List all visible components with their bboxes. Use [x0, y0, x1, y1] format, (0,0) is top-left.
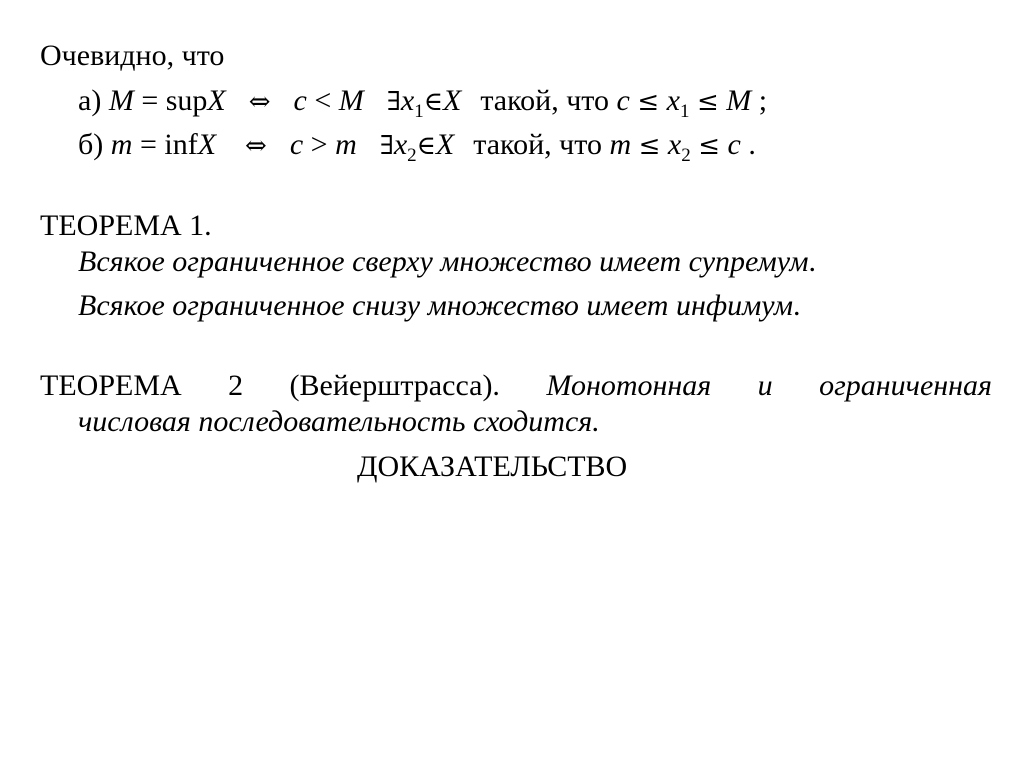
theorem2-word: и	[757, 369, 773, 402]
item-b-c2: m	[609, 128, 632, 161]
theorem2-heading-line	[40, 368, 992, 404]
item-a-c: c	[293, 84, 307, 117]
item-b-such: такой, что	[473, 128, 602, 161]
item-a-rel: <	[314, 84, 332, 117]
item-a-set: X	[207, 84, 226, 117]
proof-heading: ДОКАЗАТЕЛЬСТВО	[357, 450, 628, 483]
item-b-idx2: 2	[681, 145, 691, 166]
iff-icon: ⇔	[245, 131, 267, 161]
item-a-line	[78, 83, 767, 120]
item-b-op: inf	[164, 128, 198, 161]
item-b-line	[78, 127, 756, 164]
item-b-set2: X	[435, 128, 455, 161]
exists-icon: ∃	[379, 131, 394, 161]
item-a-x: x	[400, 84, 415, 117]
item-b-idx: 2	[407, 145, 417, 166]
theorem2-word: ТЕОРЕМА	[40, 369, 182, 402]
intro-text: Очевидно, что	[40, 39, 225, 72]
item-a-idx: 1	[414, 101, 424, 122]
item-b-x: x	[393, 128, 408, 161]
theorem2-number: 2	[228, 369, 244, 402]
theorem1-heading: ТЕОРЕМА 1.	[40, 209, 212, 242]
item-a-op: sup	[165, 84, 208, 117]
theorem1-line1	[78, 244, 816, 280]
item-a-set2: X	[442, 84, 462, 117]
theorem2-word: Монотонная	[546, 369, 712, 402]
element-of-icon: ∈	[423, 87, 443, 117]
element-of-icon: ∈	[416, 131, 436, 161]
theorem1-statement-1: Всякое ограниченное сверху множество имеет супремум	[78, 245, 809, 278]
le-icon: ≤	[698, 131, 721, 161]
theorem1-line2	[78, 288, 801, 324]
item-a-c2: c	[616, 84, 630, 117]
le-icon: ≤	[638, 131, 661, 161]
item-a-end: M	[726, 84, 752, 117]
item-a-lhs: M	[108, 84, 134, 117]
item-a-punct: ;	[758, 84, 768, 117]
theorem2-author: (Вейерштрасса).	[289, 369, 500, 402]
theorem1-period-1: .	[808, 245, 816, 278]
item-a-such: такой, что	[480, 84, 610, 117]
item-b-eq: =	[139, 128, 157, 161]
le-icon: ≤	[696, 87, 719, 117]
theorem1-period-2: .	[793, 289, 801, 322]
item-b-end: c	[727, 128, 741, 161]
iff-icon: ⇔	[248, 87, 271, 117]
item-b-punct: .	[748, 128, 756, 161]
le-icon: ≤	[637, 87, 660, 117]
item-a-eq: =	[141, 84, 159, 117]
theorem2-line2: числовая последовательность сходится.	[78, 405, 600, 438]
item-b-rel: >	[310, 128, 328, 161]
item-a-x2: x	[666, 84, 680, 117]
theorem2-word: ограниченная	[819, 369, 993, 402]
theorem1-statement-2: Всякое ограниченное снизу множество имеет инфимум	[78, 289, 794, 322]
item-b-c: c	[289, 128, 304, 161]
item-a-label: а)	[78, 84, 102, 117]
item-b-label: б)	[78, 128, 104, 161]
exists-icon: ∃	[386, 87, 401, 117]
item-b-x2: x	[667, 128, 682, 161]
item-b-bound: m	[335, 128, 357, 161]
item-b-set: X	[197, 128, 217, 161]
item-a-bound: M	[338, 84, 364, 117]
item-a-idx2: 1	[679, 101, 690, 122]
item-b-lhs: m	[110, 128, 133, 161]
